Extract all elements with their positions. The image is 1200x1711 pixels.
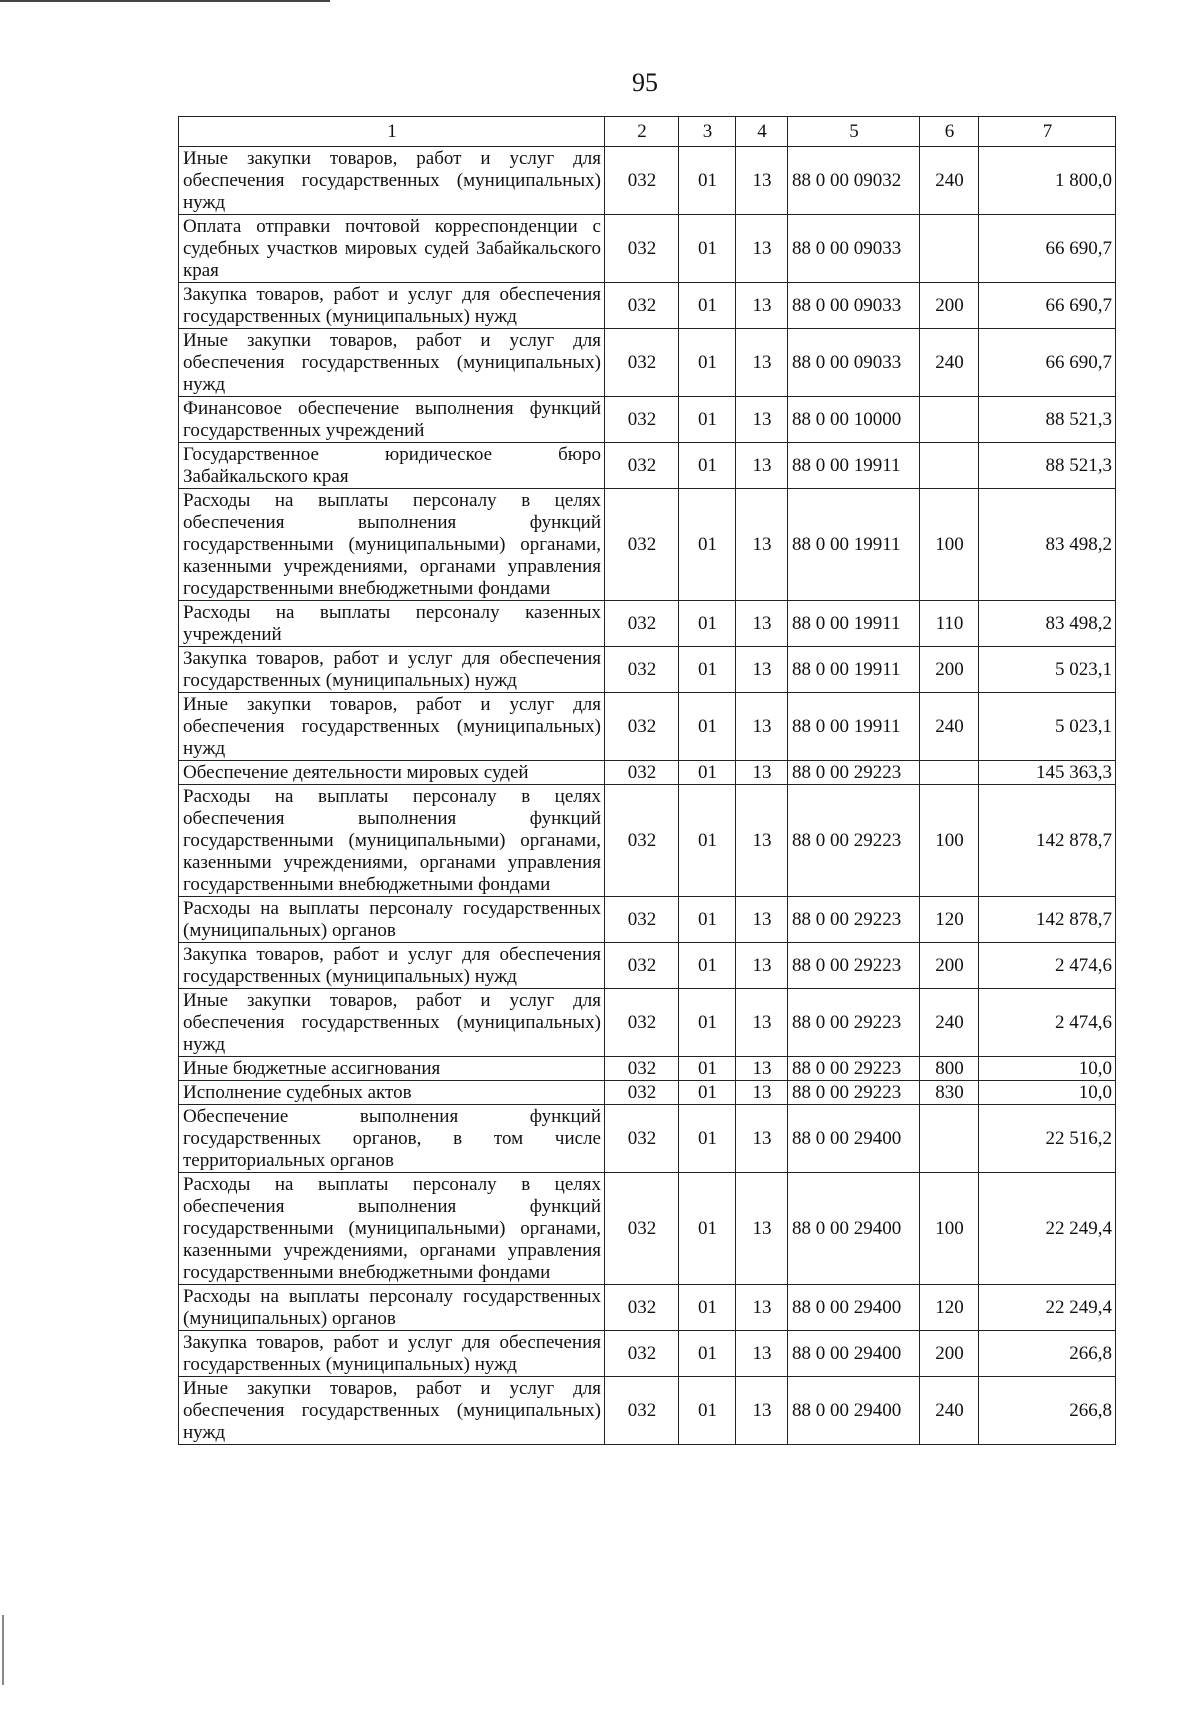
subsection-code: 13 — [736, 147, 788, 215]
table-row — [179, 647, 1116, 693]
section-code: 01 — [679, 397, 736, 443]
target-article-code: 88 0 00 09033 — [788, 283, 920, 329]
item-name: Иные закупки товаров, работ и услуг для обеспечения государственных (муниципальных) нужд — [179, 1377, 605, 1445]
target-article-code: 88 0 00 19911 — [788, 489, 920, 601]
section-code: 01 — [679, 693, 736, 761]
target-article-code: 88 0 00 09032 — [788, 147, 920, 215]
table-row — [179, 443, 1116, 489]
amount: 66 690,7 — [979, 283, 1116, 329]
section-code: 01 — [679, 785, 736, 897]
admin-code: 032 — [605, 1105, 679, 1173]
admin-code: 032 — [605, 601, 679, 647]
section-code: 01 — [679, 943, 736, 989]
amount: 83 498,2 — [979, 601, 1116, 647]
amount: 22 516,2 — [979, 1105, 1116, 1173]
subsection-code: 13 — [736, 1105, 788, 1173]
subsection-code: 13 — [736, 215, 788, 283]
amount: 2 474,6 — [979, 989, 1116, 1057]
section-code: 01 — [679, 601, 736, 647]
expense-type-code — [920, 443, 979, 489]
section-code: 01 — [679, 761, 736, 785]
amount: 22 249,4 — [979, 1285, 1116, 1331]
header-cell: 4 — [736, 117, 788, 147]
table-row — [179, 785, 1116, 897]
expense-type-code — [920, 397, 979, 443]
header-cell: 6 — [920, 117, 979, 147]
item-name: Расходы на выплаты персоналу казенных учреждений — [179, 601, 605, 647]
admin-code: 032 — [605, 1057, 679, 1081]
section-code: 01 — [679, 1377, 736, 1445]
expense-type-code: 830 — [920, 1081, 979, 1105]
table-row — [179, 283, 1116, 329]
scan-edge-mark — [0, 0, 330, 2]
page-number: 95 — [632, 68, 658, 97]
amount: 66 690,7 — [979, 215, 1116, 283]
amount: 142 878,7 — [979, 897, 1116, 943]
header-cell: 1 — [179, 117, 605, 147]
amount: 142 878,7 — [979, 785, 1116, 897]
table-row — [179, 761, 1116, 785]
admin-code: 032 — [605, 1377, 679, 1445]
table-body — [179, 147, 1116, 1445]
expense-type-code: 120 — [920, 1285, 979, 1331]
target-article-code: 88 0 00 09033 — [788, 329, 920, 397]
amount: 10,0 — [979, 1081, 1116, 1105]
table-row — [179, 601, 1116, 647]
item-name: Расходы на выплаты персоналу государственных (муниципальных) органов — [179, 897, 605, 943]
section-code: 01 — [679, 647, 736, 693]
target-article-code: 88 0 00 19911 — [788, 647, 920, 693]
table-row — [179, 1285, 1116, 1331]
amount: 5 023,1 — [979, 693, 1116, 761]
budget-table — [178, 116, 1116, 1445]
item-name: Расходы на выплаты персоналу в целях обеспечения выполнения функций государственными (муниципальными) органами, казенными учреждениями, органами управления государственными внебюджетными фондами — [179, 489, 605, 601]
expense-type-code: 100 — [920, 489, 979, 601]
item-name: Иные закупки товаров, работ и услуг для обеспечения государственных (муниципальных) нужд — [179, 329, 605, 397]
admin-code: 032 — [605, 785, 679, 897]
item-name: Финансовое обеспечение выполнения функций государственных учреждений — [179, 397, 605, 443]
section-code: 01 — [679, 1285, 736, 1331]
subsection-code: 13 — [736, 761, 788, 785]
target-article-code: 88 0 00 29223 — [788, 1081, 920, 1105]
expense-type-code: 240 — [920, 693, 979, 761]
table-row — [179, 1057, 1116, 1081]
section-code: 01 — [679, 489, 736, 601]
subsection-code: 13 — [736, 897, 788, 943]
admin-code: 032 — [605, 897, 679, 943]
subsection-code: 13 — [736, 283, 788, 329]
target-article-code: 88 0 00 19911 — [788, 693, 920, 761]
section-code: 01 — [679, 215, 736, 283]
target-article-code: 88 0 00 29223 — [788, 989, 920, 1057]
expense-type-code: 240 — [920, 329, 979, 397]
table-row — [179, 147, 1116, 215]
admin-code: 032 — [605, 647, 679, 693]
expense-type-code — [920, 215, 979, 283]
subsection-code: 13 — [736, 1173, 788, 1285]
section-code: 01 — [679, 1057, 736, 1081]
header-cell: 7 — [979, 117, 1116, 147]
expense-type-code: 110 — [920, 601, 979, 647]
table-row — [179, 943, 1116, 989]
amount: 83 498,2 — [979, 489, 1116, 601]
table-row — [179, 329, 1116, 397]
subsection-code: 13 — [736, 1331, 788, 1377]
amount: 66 690,7 — [979, 329, 1116, 397]
target-article-code: 88 0 00 19911 — [788, 443, 920, 489]
item-name: Иные закупки товаров, работ и услуг для обеспечения государственных (муниципальных) нужд — [179, 147, 605, 215]
admin-code: 032 — [605, 1081, 679, 1105]
admin-code: 032 — [605, 215, 679, 283]
admin-code: 032 — [605, 943, 679, 989]
item-name: Исполнение судебных актов — [179, 1081, 605, 1105]
admin-code: 032 — [605, 761, 679, 785]
section-code: 01 — [679, 1081, 736, 1105]
item-name: Обеспечение выполнения функций государственных органов, в том числе территориальных органов — [179, 1105, 605, 1173]
item-name: Расходы на выплаты персоналу государственных (муниципальных) органов — [179, 1285, 605, 1331]
admin-code: 032 — [605, 1331, 679, 1377]
table-row — [179, 215, 1116, 283]
table-row — [179, 693, 1116, 761]
admin-code: 032 — [605, 1285, 679, 1331]
target-article-code: 88 0 00 29400 — [788, 1331, 920, 1377]
amount: 2 474,6 — [979, 943, 1116, 989]
item-name: Закупка товаров, работ и услуг для обеспечения государственных (муниципальных) нужд — [179, 1331, 605, 1377]
amount: 10,0 — [979, 1057, 1116, 1081]
amount: 88 521,3 — [979, 443, 1116, 489]
subsection-code: 13 — [736, 785, 788, 897]
table-row — [179, 897, 1116, 943]
item-name: Иные закупки товаров, работ и услуг для обеспечения государственных (муниципальных) нужд — [179, 693, 605, 761]
subsection-code: 13 — [736, 693, 788, 761]
expense-type-code — [920, 1105, 979, 1173]
subsection-code: 13 — [736, 489, 788, 601]
amount: 266,8 — [979, 1377, 1116, 1445]
target-article-code: 88 0 00 29223 — [788, 897, 920, 943]
subsection-code: 13 — [736, 1285, 788, 1331]
expense-type-code: 240 — [920, 989, 979, 1057]
target-article-code: 88 0 00 29400 — [788, 1105, 920, 1173]
amount: 145 363,3 — [979, 761, 1116, 785]
amount: 266,8 — [979, 1331, 1116, 1377]
subsection-code: 13 — [736, 989, 788, 1057]
section-code: 01 — [679, 283, 736, 329]
table-row — [179, 489, 1116, 601]
header-row — [179, 117, 1116, 147]
expense-type-code — [920, 761, 979, 785]
target-article-code: 88 0 00 29400 — [788, 1377, 920, 1445]
header-cell: 5 — [788, 117, 920, 147]
subsection-code: 13 — [736, 1377, 788, 1445]
item-name: Оплата отправки почтовой корреспонденции с судебных участков мировых судей Забайкальского края — [179, 215, 605, 283]
subsection-code: 13 — [736, 1081, 788, 1105]
item-name: Закупка товаров, работ и услуг для обеспечения государственных (муниципальных) нужд — [179, 943, 605, 989]
expense-type-code: 100 — [920, 1173, 979, 1285]
expense-type-code: 200 — [920, 943, 979, 989]
amount: 5 023,1 — [979, 647, 1116, 693]
expense-type-code: 200 — [920, 647, 979, 693]
subsection-code: 13 — [736, 601, 788, 647]
target-article-code: 88 0 00 29223 — [788, 761, 920, 785]
item-name: Иные закупки товаров, работ и услуг для обеспечения государственных (муниципальных) нужд — [179, 989, 605, 1057]
subsection-code: 13 — [736, 329, 788, 397]
expense-type-code: 240 — [920, 147, 979, 215]
section-code: 01 — [679, 329, 736, 397]
table-row — [179, 1377, 1116, 1445]
admin-code: 032 — [605, 329, 679, 397]
admin-code: 032 — [605, 147, 679, 215]
section-code: 01 — [679, 897, 736, 943]
table-row — [179, 1173, 1116, 1285]
section-code: 01 — [679, 147, 736, 215]
table-row — [179, 397, 1116, 443]
target-article-code: 88 0 00 19911 — [788, 601, 920, 647]
admin-code: 032 — [605, 397, 679, 443]
subsection-code: 13 — [736, 1057, 788, 1081]
target-article-code: 88 0 00 10000 — [788, 397, 920, 443]
section-code: 01 — [679, 1331, 736, 1377]
item-name: Обеспечение деятельности мировых судей — [179, 761, 605, 785]
expense-type-code: 120 — [920, 897, 979, 943]
admin-code: 032 — [605, 989, 679, 1057]
target-article-code: 88 0 00 29400 — [788, 1285, 920, 1331]
target-article-code: 88 0 00 29400 — [788, 1173, 920, 1285]
section-code: 01 — [679, 1105, 736, 1173]
table-row — [179, 1105, 1116, 1173]
admin-code: 032 — [605, 693, 679, 761]
subsection-code: 13 — [736, 647, 788, 693]
table-row — [179, 1331, 1116, 1377]
amount: 22 249,4 — [979, 1173, 1116, 1285]
target-article-code: 88 0 00 29223 — [788, 943, 920, 989]
subsection-code: 13 — [736, 443, 788, 489]
amount: 1 800,0 — [979, 147, 1116, 215]
table-row — [179, 989, 1116, 1057]
target-article-code: 88 0 00 29223 — [788, 1057, 920, 1081]
section-code: 01 — [679, 989, 736, 1057]
admin-code: 032 — [605, 1173, 679, 1285]
subsection-code: 13 — [736, 943, 788, 989]
item-name: Государственное юридическое бюро Забайкальского края — [179, 443, 605, 489]
section-code: 01 — [679, 1173, 736, 1285]
expense-type-code: 200 — [920, 1331, 979, 1377]
header-cell: 3 — [679, 117, 736, 147]
expense-type-code: 240 — [920, 1377, 979, 1445]
section-code: 01 — [679, 443, 736, 489]
expense-type-code: 800 — [920, 1057, 979, 1081]
target-article-code: 88 0 00 09033 — [788, 215, 920, 283]
item-name: Закупка товаров, работ и услуг для обеспечения государственных (муниципальных) нужд — [179, 283, 605, 329]
amount: 88 521,3 — [979, 397, 1116, 443]
item-name: Закупка товаров, работ и услуг для обеспечения государственных (муниципальных) нужд — [179, 647, 605, 693]
admin-code: 032 — [605, 489, 679, 601]
expense-type-code: 100 — [920, 785, 979, 897]
scan-edge-mark — [2, 1615, 4, 1685]
item-name: Расходы на выплаты персоналу в целях обеспечения выполнения функций государственными (муниципальными) органами, казенными учреждениями, органами управления государственными внебюджетными фондами — [179, 1173, 605, 1285]
header-cell: 2 — [605, 117, 679, 147]
admin-code: 032 — [605, 443, 679, 489]
table-row — [179, 1081, 1116, 1105]
item-name: Иные бюджетные ассигнования — [179, 1057, 605, 1081]
admin-code: 032 — [605, 283, 679, 329]
subsection-code: 13 — [736, 397, 788, 443]
expense-type-code: 200 — [920, 283, 979, 329]
item-name: Расходы на выплаты персоналу в целях обеспечения выполнения функций государственными (муниципальными) органами, казенными учреждениями, органами управления государственными внебюджетными фондами — [179, 785, 605, 897]
target-article-code: 88 0 00 29223 — [788, 785, 920, 897]
